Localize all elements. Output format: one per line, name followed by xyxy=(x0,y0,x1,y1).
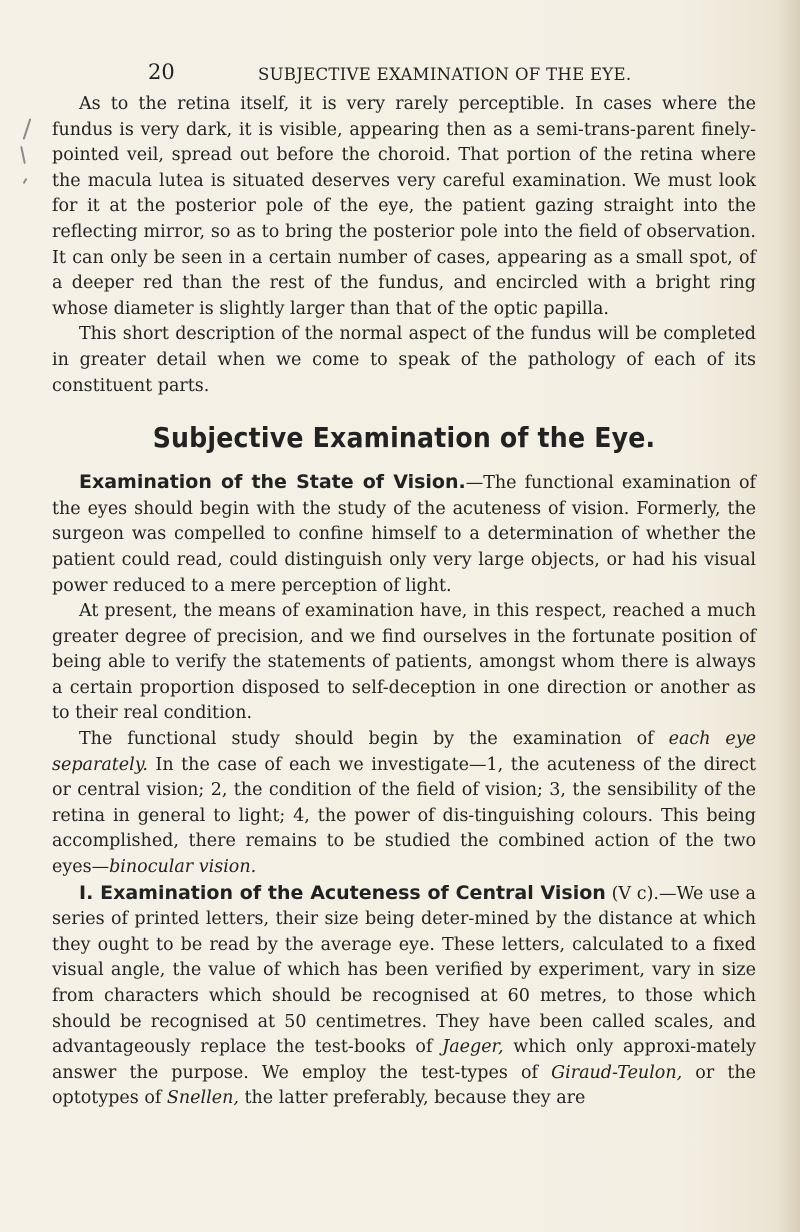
paragraph-summary: This short description of the normal aspect of the fundus will be completed in greater detail when we come to speak of the pathology of each of its constituent parts. xyxy=(52,324,756,396)
name-snellen: Snellen, xyxy=(166,1088,239,1109)
acuteness-text-1: —We use a series of printed letters, their size being deter-mined by the distance at which they ought to be read by the average eye. These letters, calculated to a fixed visual angle, the value of which has been verified by experiment, vary in size from characters which should be recognised at 60 metres, to those which should be recognised at 50 centimetres. They have been called scales, and advantageously replace the test-books of xyxy=(52,883,756,1058)
name-giraud-teulon: Giraud-Teulon, xyxy=(551,1062,683,1083)
run-in-heading-acuteness: I. Examination of the Acuteness of Central Vision xyxy=(79,881,606,904)
name-jaeger: Jaeger, xyxy=(442,1037,504,1058)
functional-text-2: In the case of each we investigate—1, the acuteness of the direct or central vision; 2, the condition of the field of vision; 3, the sensibility of the retina in general to light; 4, the power of dis-tinguishing colours. This being accomplished, there remains to be studied the combined action of the two eyes— xyxy=(52,754,756,878)
page-body xyxy=(52,92,756,1112)
vision-text: —The functional examination of the eyes should begin with the study of the acuteness of vision. Formerly, the surgeon was compelled to confine himself to a determination of whether the patient could read, could distinguish only very large objects, or had his visual power reduced to a mere perception of light. xyxy=(52,473,757,596)
emphasis-each-eye: each eye separately. xyxy=(52,729,757,775)
paragraph-acuteness xyxy=(52,881,756,1112)
emphasis-binocular: binocular vision. xyxy=(109,857,257,878)
page-number: 20 xyxy=(148,60,175,84)
acuteness-text-4: the latter preferably, because they are xyxy=(238,1088,586,1109)
acuteness-text-2: which only approxi-mately answer the purpose. We employ the test-types of xyxy=(52,1037,757,1083)
acuteness-text-3: or the optotypes of xyxy=(52,1062,756,1109)
running-title: SUBJECTIVE EXAMINATION OF THE EYE. xyxy=(258,65,632,84)
run-in-heading-vision: Examination of the State of Vision. xyxy=(79,471,466,494)
paragraph-retina: As to the retina itself, it is very rarely perceptible. In cases where the fundus is very dark, it is visible, appearing then as a semi-trans-parent finely-pointed veil, spread out before the choroid. That portion of the retina where the macula lutea is situated deserves very careful examination. We must look for it at the posterior pole of the eye, the patient gazing straight into the reflecting mirror, so as to bring the posterior pole into the field of observation. It can only be seen in a certain number of cases, appearing as a small spot, of a deeper red than the rest of the fundus, and encircled with a bright ring whose diameter is slightly larger than that of the optic papilla. xyxy=(52,94,756,319)
section-heading: Subjective Examination of the Eye. xyxy=(152,421,656,455)
functional-text-1: The functional study should begin by the examination of xyxy=(79,729,669,750)
margin-pencil-marks xyxy=(12,112,32,192)
running-head xyxy=(148,60,748,90)
acuteness-symbol: (V c). xyxy=(611,883,659,904)
paragraph-vision xyxy=(52,470,756,599)
paragraph-present: At present, the means of examination have, in this respect, reached a much greater degree of precision, and we find ourselves in the fortunate position of being able to verify the statements of patients, amongst whom there is always a certain proportion disposed to self-deception in one direction or another as to their real condition. xyxy=(52,601,756,724)
paragraph-functional-study xyxy=(52,727,756,881)
